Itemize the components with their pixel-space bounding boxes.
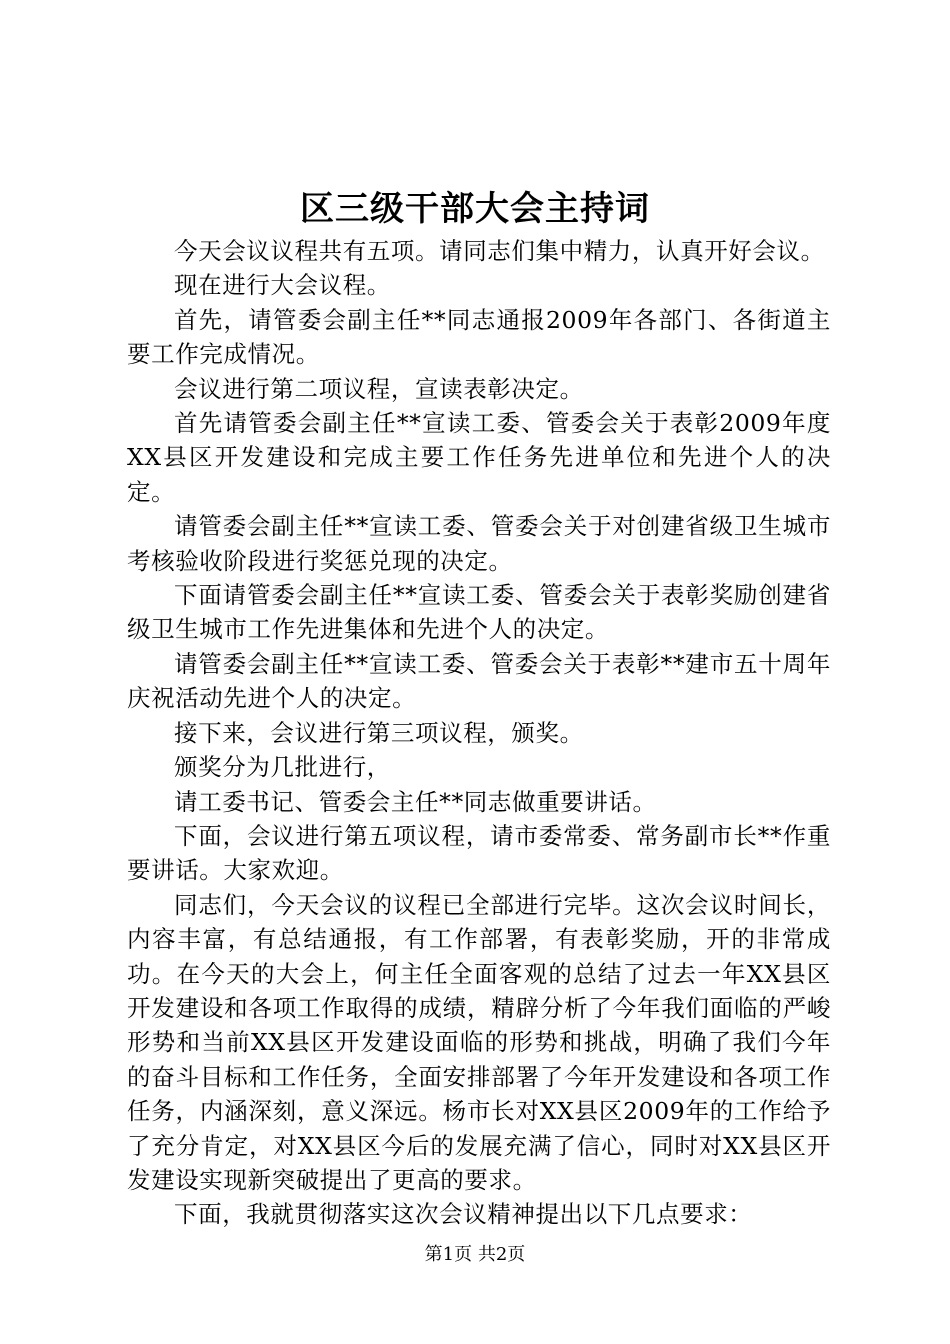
paragraph: 首先，请管委会副主任**同志通报2009年各部门、各街道主要工作完成情况。 bbox=[127, 305, 831, 369]
paragraph: 接下来，会议进行第三项议程，颁奖。 bbox=[174, 718, 584, 747]
paragraph: 下面请管委会副主任**宣读工委、管委会关于表彰奖励创建省级卫生城市工作先进集体和先进个人的决定。 bbox=[127, 581, 831, 644]
paragraph: 首先请管委会副主任**宣读工委、管委会关于表彰2009年度XX县区开发建设和完成主要工作任务先进单位和先进个人的决定。 bbox=[127, 409, 831, 506]
paragraph: 同志们，今天会议的议程已全部进行完毕。这次会议时间长，内容丰富，有总结通报，有工作部署，有表彰奖励，开的非常成功。在今天的大会上，何主任全面客观的总结了过去一年XX县区开发建设和各项工作取得的成绩，精辟分析了今年我们面临的严峻形势和当前XX县区开发建设面临的形势和挑战，明确了我们今年的奋斗目标和工作任务，全面安排部署了今年开发建设和各项工作任务，内涵深刻，意义深远。杨市长对XX县区2009年的工作给予了充分肯定，对XX县区今后的发展充满了信心，同时对XX县区开发建设实现新突破提出了更高的要求。 bbox=[127, 890, 831, 1194]
page-footer: 第1页 共2页 bbox=[424, 1244, 526, 1265]
paragraph: 下面，会议进行第五项议程，请市委常委、常务副市长**作重要讲话。大家欢迎。 bbox=[127, 821, 831, 885]
paragraph: 今天会议议程共有五项。请同志们集中精力，认真开好会议。 bbox=[174, 237, 825, 265]
document-title: 区三级干部大会主持词 bbox=[300, 189, 650, 229]
paragraph: 下面，我就贯彻落实这次会议精神提出以下几点要求： bbox=[174, 1200, 753, 1229]
paragraph: 请管委会副主任**宣读工委、管委会关于表彰**建市五十周年庆祝活动先进个人的决定。 bbox=[127, 649, 831, 713]
paragraph: 现在进行大会议程。 bbox=[174, 271, 391, 300]
paragraph: 请管委会副主任**宣读工委、管委会关于对创建省级卫生城市考核验收阶段进行奖惩兑现的决定。 bbox=[127, 512, 831, 575]
paragraph: 请工委书记、管委会主任**同志做重要讲话。 bbox=[174, 787, 657, 816]
document-body bbox=[127, 234, 831, 1232]
paragraph: 会议进行第二项议程，宣读表彰决定。 bbox=[174, 374, 584, 403]
paragraph: 颁奖分为几批进行， bbox=[174, 753, 391, 782]
